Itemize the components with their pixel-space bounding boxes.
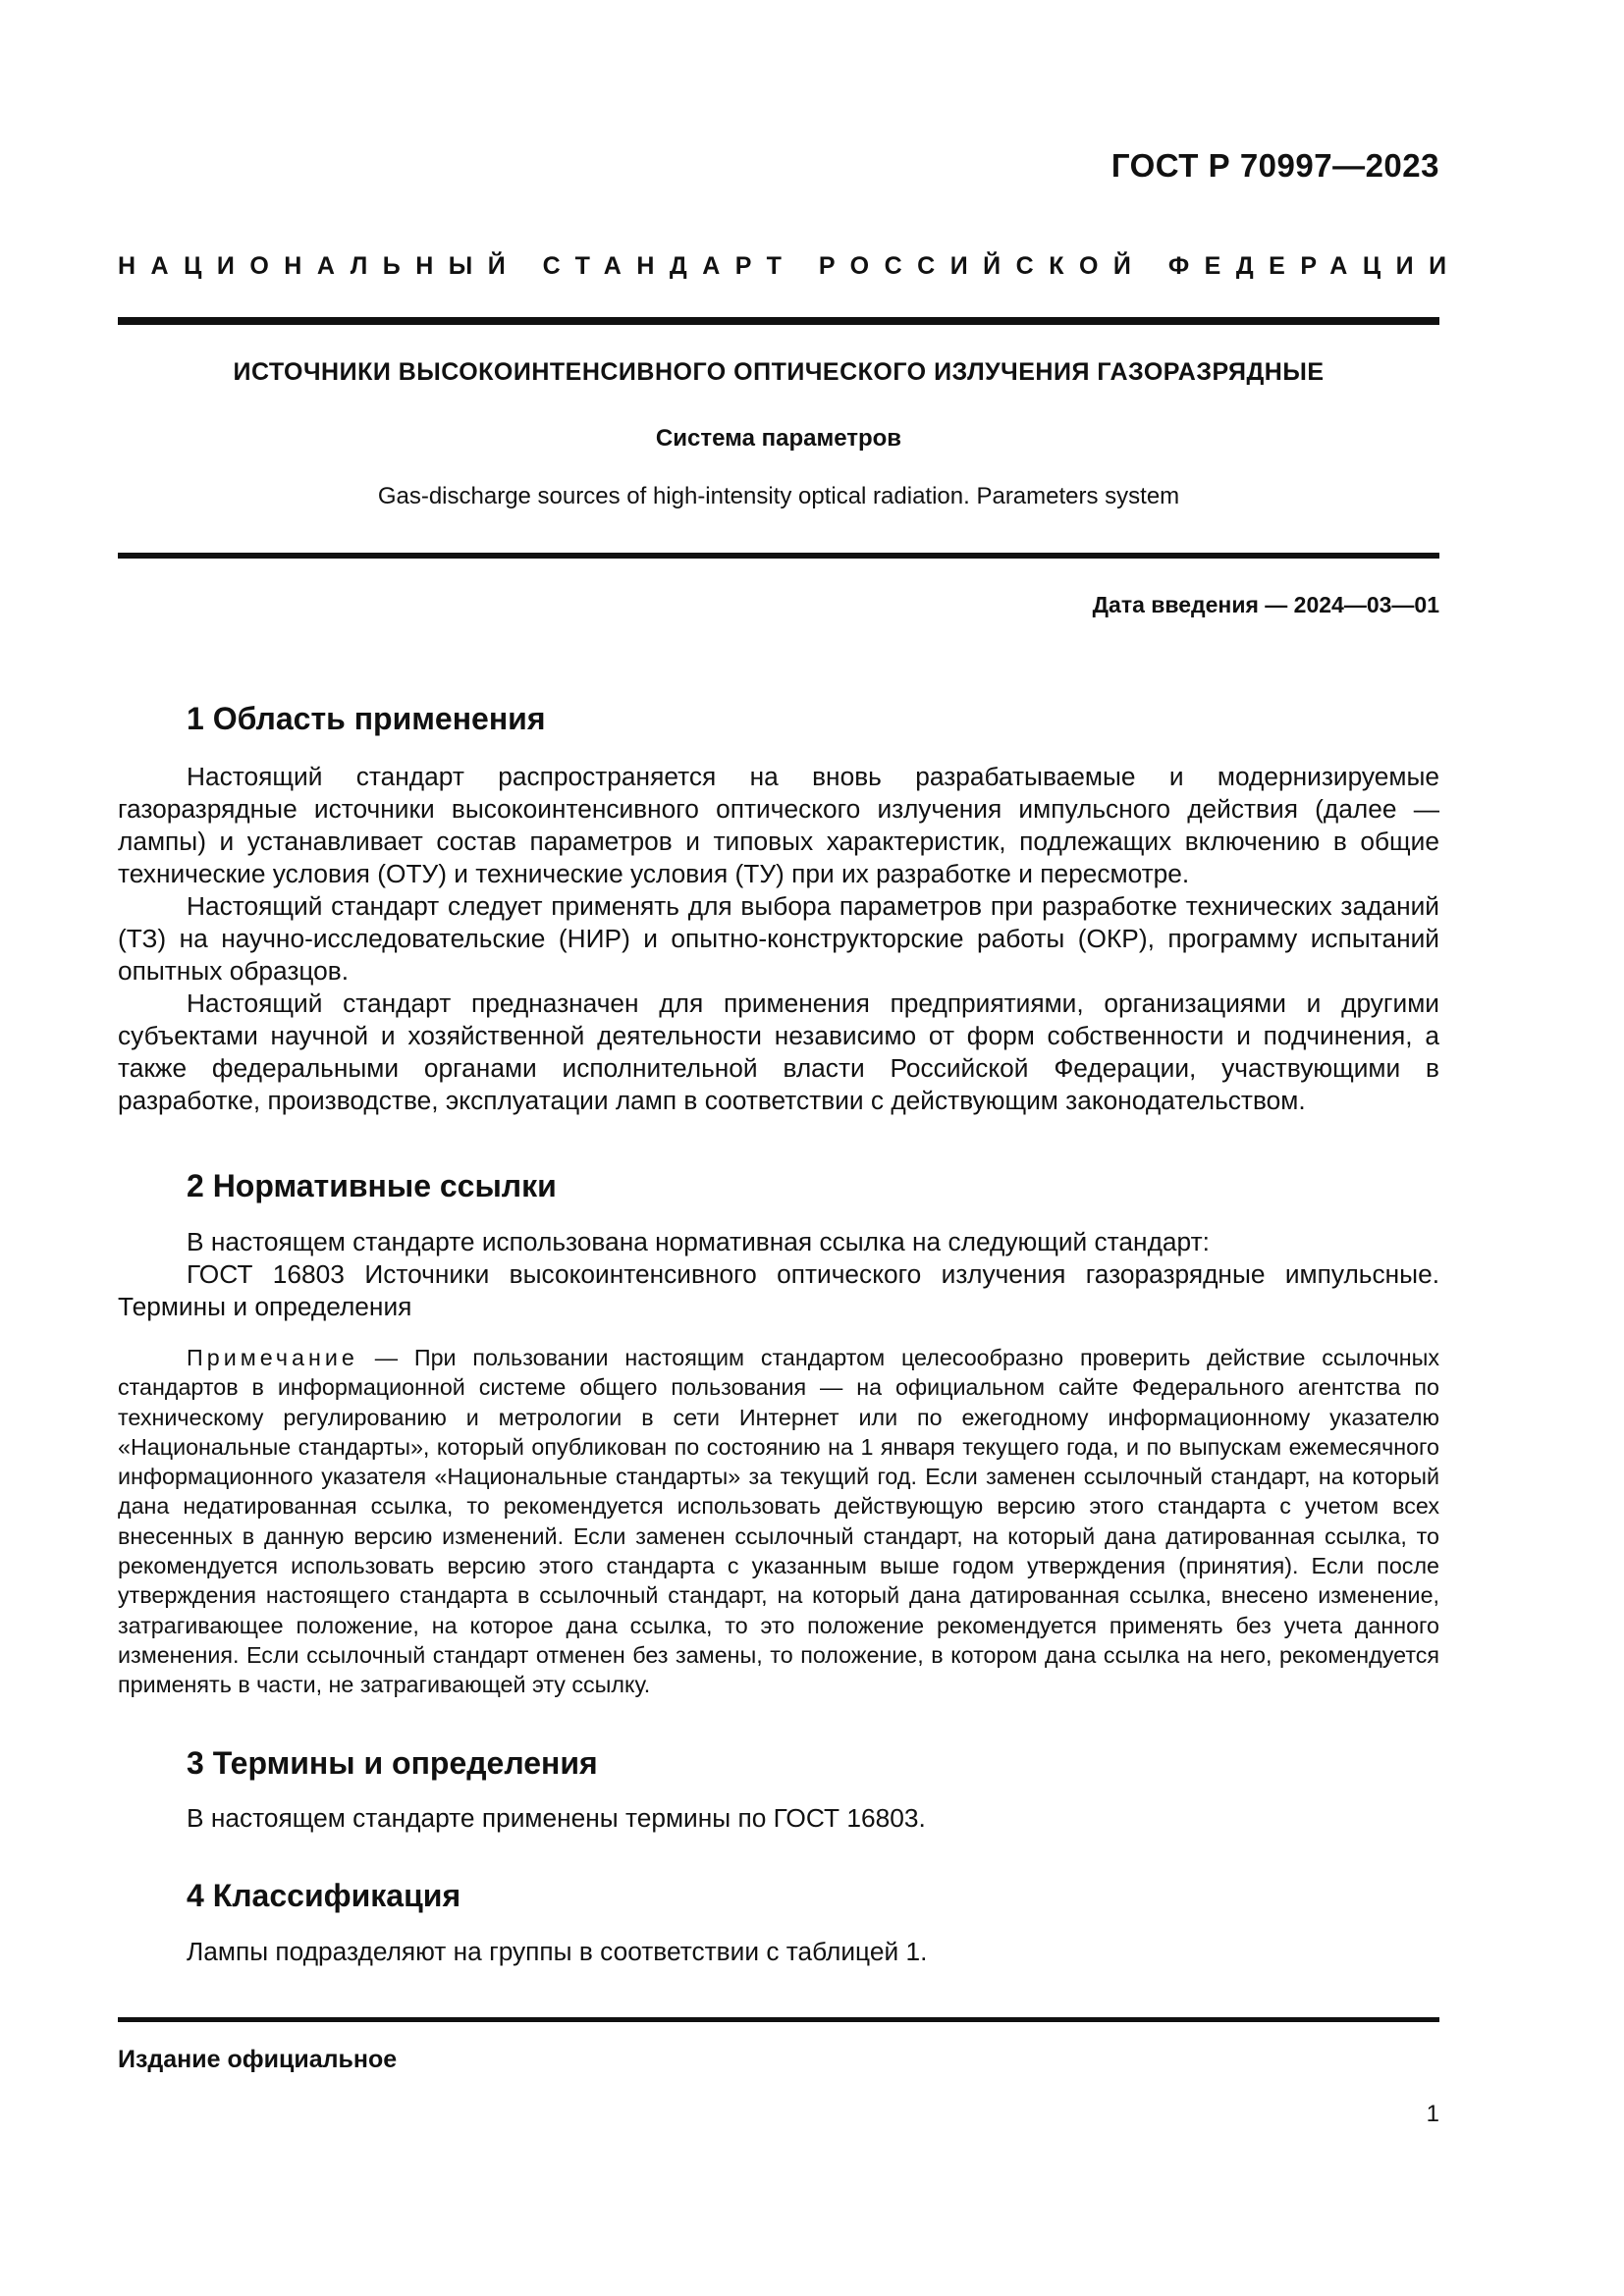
divider-title bbox=[118, 553, 1439, 559]
english-title: Gas-discharge sources of high-intensity optical radiation. Parameters system bbox=[377, 483, 1180, 509]
section-3-heading: 3 Термины и определения bbox=[187, 1745, 598, 1781]
section-1-body bbox=[118, 761, 1439, 1117]
standard-code: ГОСТ Р 70997—2023 bbox=[1110, 147, 1439, 184]
note-paragraph bbox=[118, 1343, 1439, 1700]
section-3-body bbox=[118, 1802, 1439, 1835]
paragraph: Настоящий стандарт следует применять для выбора параметров при разработке технических заданий (ТЗ) на научно-исследовательские (НИР) и опытно-конструкторские работы (ОКР), программу испытаний опытных образцов. bbox=[118, 891, 1439, 986]
note-block bbox=[118, 1343, 1439, 1700]
divider-footer bbox=[118, 2017, 1439, 2022]
paragraph: Настоящий стандарт распространяется на вновь разрабатываемые и модернизируемые газоразрядные источники высокоинтенсивного оптического излучения импульсного действия (далее — лампы) и устанавливает состав параметров и типовых характеристик, подлежащих включению в общие технические условия (ОТУ) и технические условия (ТУ) при их разработке и пересмотре. bbox=[118, 762, 1439, 888]
reference-item: ГОСТ 16803 Источники высокоинтенсивного оптического излучения газоразрядные импульсные. Термины и определения bbox=[118, 1259, 1439, 1321]
section-1-heading: 1 Область применения bbox=[187, 701, 546, 736]
paragraph: Лампы подразделяют на группы в соответствии с таблицей 1. bbox=[187, 1937, 928, 1966]
document-subtitle: Система параметров bbox=[655, 425, 902, 452]
page-number: 1 bbox=[1426, 2101, 1439, 2127]
note-label: Примечание bbox=[187, 1345, 358, 1370]
section-4-heading: 4 Классификация bbox=[187, 1878, 461, 1913]
paragraph: Настоящий стандарт предназначен для применения предприятиями, организациями и другими субъектами научной и хозяйственной деятельности независимо от форм собственности и подчинения, а также федеральными органами исполнительной власти Российской Федерации, участвующими в разработке, производстве, эксплуатации ламп в соответствии с действующим законодательством. bbox=[118, 988, 1439, 1115]
paragraph: В настоящем стандарте использована нормативная ссылка на следующий стандарт: bbox=[187, 1227, 1210, 1256]
note-text: — При пользовании настоящим стандартом целесообразно проверить действие ссылочных стандартов в информационной системе общего пользования — на официальном сайте Федерального агентства по техническому регулированию и метрологии в сети Интернет или по ежегодному информационному указателю «Национальные стандарты», который опубликован по состоянию на 1 января текущего года, и по выпускам ежемесячного информационного указателя «Национальные стандарты» за текущий год. Если заменен ссылочный стандарт, на который дана недатированная ссылка, то рекомендуется использовать действующую версию этого стандарта с учетом всех внесенных в данную версию изменений. Если заменен ссылочный стандарт, на который дана датированная ссылка, то рекомендуется использовать версию этого стандарта с указанным выше годом утверждения (принятия). Если после утверждения настоящего стандарта в ссылочный стандарт, на который дана датированная ссылка, внесено изменение, затрагивающее положение, на которое дана ссылка, то это положение рекомендуется применять без учета данного изменения. Если ссылочный стандарт отменен без замены, то положение, в котором дана ссылка на него, рекомендуется применять в части, не затрагивающей эту ссылку. bbox=[118, 1345, 1439, 1698]
section-2-heading: 2 Нормативные ссылки bbox=[187, 1168, 557, 1203]
section-4-body bbox=[118, 1936, 1439, 1968]
divider-top bbox=[118, 317, 1439, 325]
document-title: ИСТОЧНИКИ ВЫСОКОИНТЕНСИВНОГО ОПТИЧЕСКОГО ИЗЛУЧЕНИЯ ГАЗОРАЗРЯДНЫЕ bbox=[233, 358, 1325, 386]
official-edition-label: Издание официальное bbox=[118, 2046, 398, 2073]
section-2-body bbox=[118, 1226, 1439, 1323]
paragraph: В настоящем стандарте применены термины по ГОСТ 16803. bbox=[187, 1803, 926, 1833]
introduction-date: Дата введения — 2024—03—01 bbox=[1092, 592, 1439, 617]
national-standard-label: НАЦИОНАЛЬНЫЙ СТАНДАРТ РОССИЙСКОЙ ФЕДЕРАЦИИ bbox=[118, 252, 1462, 280]
